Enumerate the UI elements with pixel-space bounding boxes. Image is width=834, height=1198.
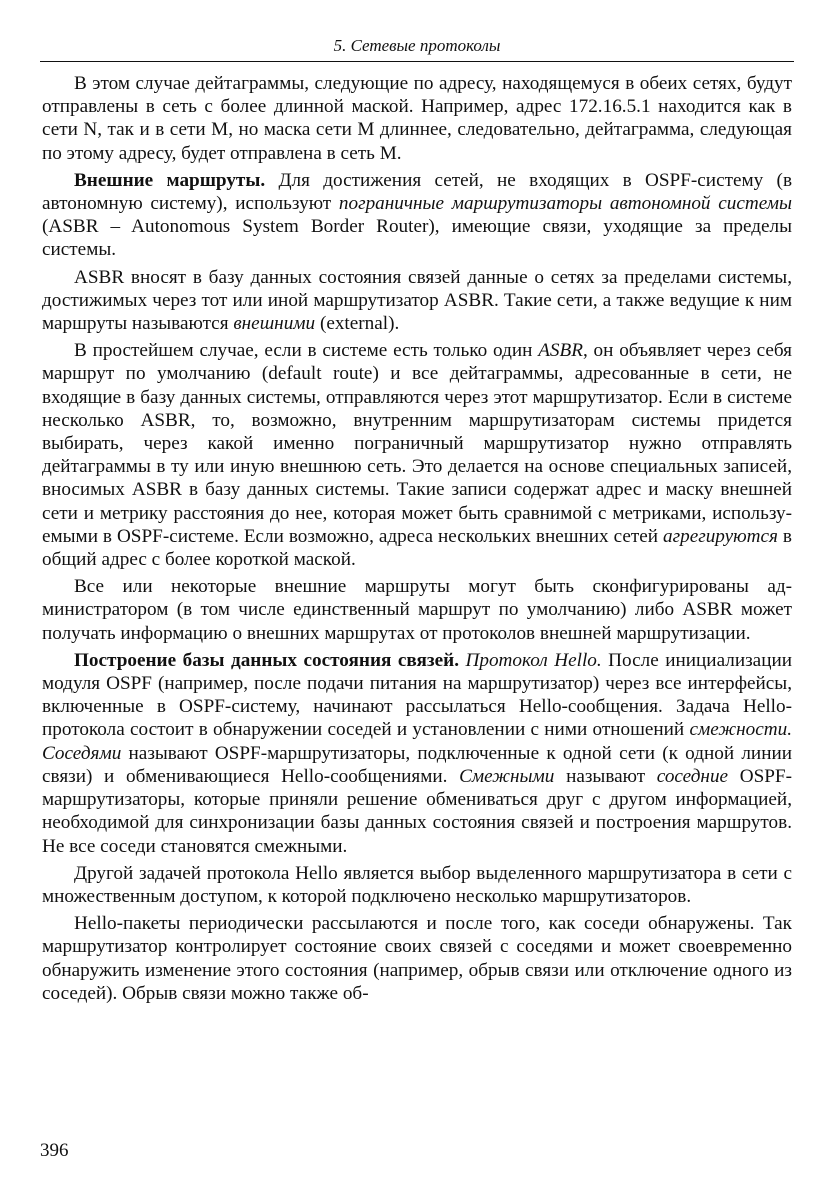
emphasis-term: Смежными xyxy=(459,765,555,787)
paragraph-text: в общий адрес с более короткой маской. xyxy=(42,525,792,571)
paragraph-text: (external). xyxy=(315,313,400,335)
paragraph-text: Hello-пакеты периодически рассылаются и после того, как соседи обнаружены. Так маршрутизатор контролирует состояние своих связей с соседями и может своевременно обнаружить изменение этого состояния (например, обрыв связи или отключение одного из соседей). Обрыв связи можно также об- xyxy=(42,913,792,1004)
header-rule xyxy=(40,61,794,62)
running-head: 5. Сетевые протоколы xyxy=(333,36,501,55)
paragraph-text: Все или некоторые внешние маршруты могут быть сконфигурированы администратором (в том числе единственный маршрут по умолчанию) либо ASBR может получать информацию о внешних маршрутах от протоколов внешней маршрутизации. xyxy=(42,576,792,644)
section-heading-external-routes: Внешние маршруты. xyxy=(74,169,266,191)
page-number: 396 xyxy=(40,1140,69,1161)
emphasis-term: ASBR xyxy=(538,340,583,362)
paragraph-text: OSPF-маршрутизаторы, которые приняли решение обмениваться друг с другом информацией, необходимой для синхронизации базы данных состояния связей и построения маршрутов. Не все соседи становятся смежными. xyxy=(42,765,792,857)
paragraph-text: называют OSPF-маршрутизаторы, подключенные к одной сети (к одной линии связи) и обменивающиеся Hello-сообщениями. xyxy=(42,742,792,787)
emphasis-term: пограничные маршрутизаторы автономной системы xyxy=(338,193,792,215)
paragraph-1 xyxy=(42,72,792,165)
section-heading-lsdb: Построение базы данных состояния связей. xyxy=(74,649,459,671)
paragraph-4 xyxy=(42,339,792,571)
emphasis-term: смежности. Соседями xyxy=(42,719,792,764)
paragraph-7 xyxy=(42,862,792,908)
paragraph-text: называют xyxy=(554,765,657,787)
paragraph-text: (ASBR – Autonomous System Border Router), имеющие связи, уходящие за пределы системы. xyxy=(42,216,792,261)
paragraph-6 xyxy=(42,649,792,858)
paragraph-text: В этом случае дейтаграммы, следующие по адресу, находящемуся в обеих сетях, будут отправлены в сеть с более длинной маской. Например, адрес 172.16.5.1 находится как в сети N, так и в сети M, но маска сети M длиннее, следовательно, дейтаграмма, следующая по этому адресу, будет отправлена в сеть M. xyxy=(42,73,792,164)
emphasis-term: соседние xyxy=(656,765,729,787)
emphasis-term: Протокол Hello. xyxy=(459,649,602,671)
paragraph-8 xyxy=(42,912,792,1005)
paragraph-2 xyxy=(42,169,792,262)
paragraph-5 xyxy=(42,575,792,645)
paragraph-text: Для достижения сетей, не входящих в OSPF-систему (в автономную систему), используют xyxy=(42,169,792,215)
paragraph-text: После инициализации модуля OSPF (например, после подачи питания на маршрутизатор) через все интерфейсы, включенные в OSPF-систему, начинают рассылаться Hello-сообщения. Задача Hello-протокола состоит в обнаружении соседей и установлении с ними отношений xyxy=(42,649,792,741)
paragraph-text: ASBR вносят в базу данных состояния связей данные о сетях за пределами системы, достижимых через тот или иной маршрутизатор ASBR. Такие сети, а также ведущие к ним маршруты называются xyxy=(42,266,792,335)
paragraph-text: В простейшем случае, если в системе есть только один xyxy=(74,340,539,362)
paragraph-text: , он объявляет через себя маршрут по умолчанию (default route) и все дейтаграммы, адресованные в сети, не входящие в базу данных системы, отправляются через этот маршрутизатор. Если в системе несколько ASBR, то, возможно, внутренним маршрутизаторам системы придется выбирать, через какой именно пограничный маршрутизатор нужно отправлять дейтаграммы в ту или иную внешнюю сеть. Это делается на основе специальных записей, вносимых ASBR в базу данных системы. Такие записи содержат адрес и маску внешней сети и метрику расстояния до нее, которая может быть сравнимой с метриками, используемыми в OSPF-системе. Если возможно, адреса нескольких внешних сетей xyxy=(42,340,792,547)
emphasis-term: агрегируются xyxy=(663,525,778,547)
paragraph-text: Другой задачей протокола Hello является выбор выделенного маршрутизатора в сети с множественным доступом, к которой подключено несколько маршрутизаторов. xyxy=(42,862,792,907)
paragraph-3 xyxy=(42,266,792,336)
emphasis-term: внешними xyxy=(233,313,316,335)
body-text xyxy=(42,72,792,1005)
